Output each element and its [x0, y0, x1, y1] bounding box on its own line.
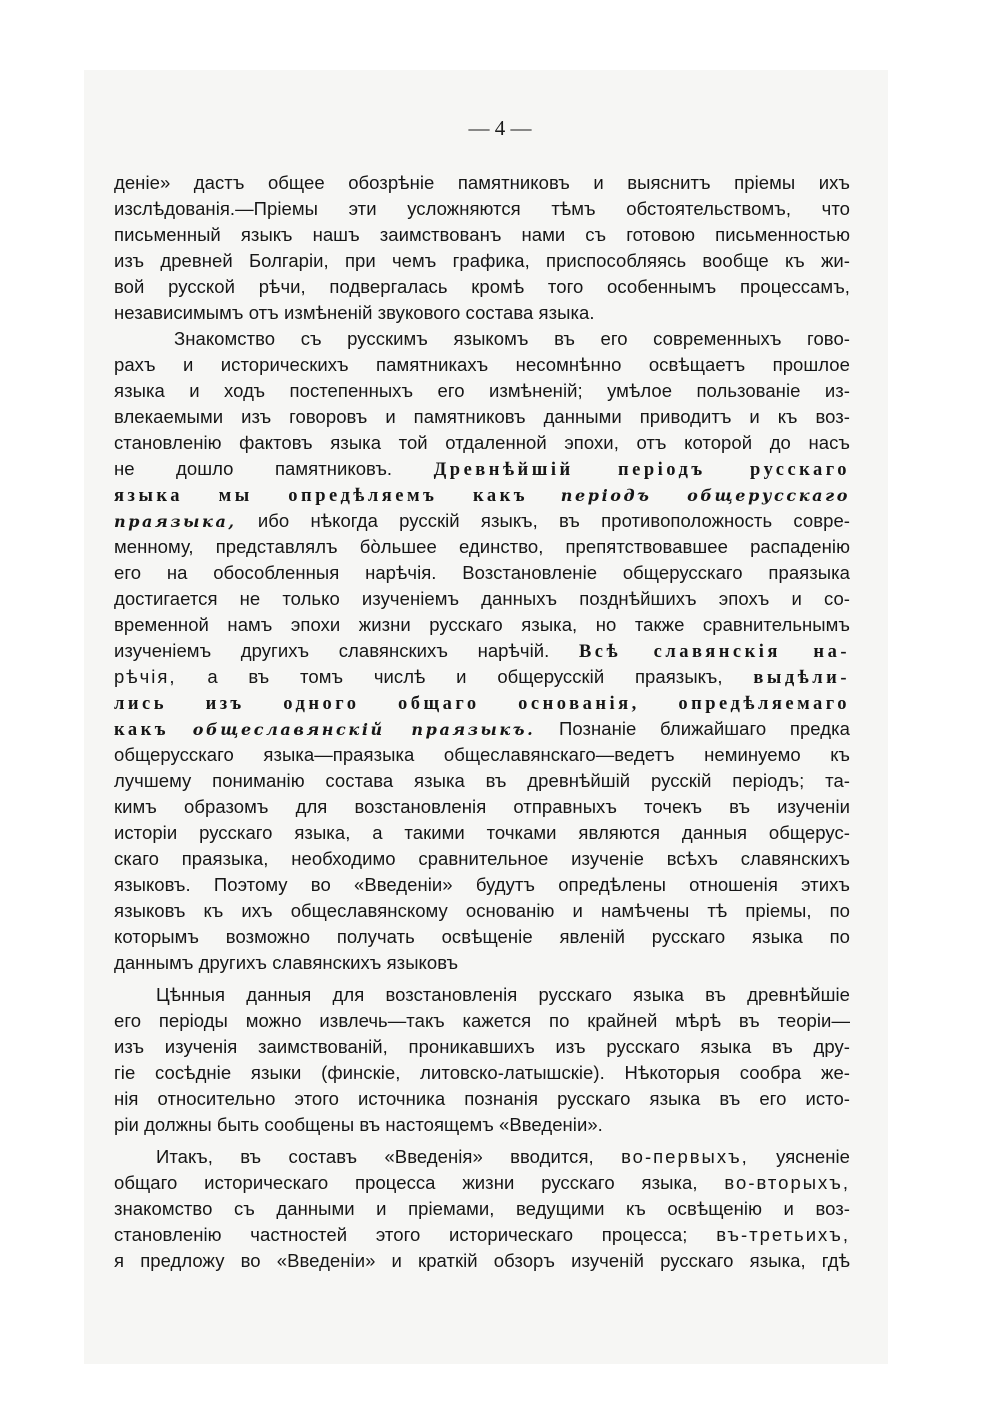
text-line: его періоды можно извлечь—такъ кажется по крайней мѣрѣ въ теоріи—: [114, 1010, 850, 1031]
text-segment: общаго историческаго процесса жизни русскаго языка,: [114, 1172, 698, 1193]
text-line: [114, 664, 850, 690]
text-line: языковъ. Поэтому во «Введеніи» будутъ опредѣлены отношенія этихъ: [114, 874, 850, 895]
spaced-emphasis: выдѣли-: [753, 668, 850, 688]
paragraph-4: [114, 1144, 850, 1274]
text-line: вой русской рѣчи, подвергалась кромѣ того особеннымъ процессамъ,: [114, 276, 850, 297]
text-segment: не дошло памятниковъ.: [114, 458, 393, 479]
text-segment: Итакъ, въ составъ «Введенія» вводится,: [156, 1146, 594, 1167]
text-line: временной намъ эпохи жизни русскаго языка, но также сравнительнымъ: [114, 614, 850, 635]
text-segment: а въ томъ числѣ и общерусскій праязыкъ,: [207, 666, 723, 687]
text-line: [114, 690, 850, 716]
spaced-text: во-первыхъ,: [621, 1146, 749, 1167]
text-segment: Познаніе ближайшаго предка: [558, 718, 850, 739]
text-line: кимъ образомъ для возстановленія отправныхъ точекъ въ изученіи: [114, 796, 850, 817]
spaced-emphasis: языка мы опредѣляемъ какъ: [114, 486, 529, 506]
text-line: гіе сосѣдніе языки (финскіе, литовско-латышскіе). Нѣкоторыя сообра же-: [114, 1062, 850, 1083]
text-line: [114, 1170, 850, 1196]
text-line: [114, 482, 850, 508]
text-line: его на обособленныя нарѣчія. Возстановленіе общерусскаго праязыка: [114, 562, 850, 583]
spaced-emphasis: Древнѣйшій періодъ русскаго: [433, 460, 850, 480]
spaced-text: во-вторыхъ,: [724, 1172, 850, 1193]
text-line: ріи должны быть сообщены въ настоящемъ «Введеніи».: [114, 1114, 603, 1135]
text-line: языковъ къ ихъ общеславянскому основанію и намѣчены тѣ пріемы, по: [114, 900, 850, 921]
text-line: нія относительно этого источника познанія русскаго языка въ его исто-: [114, 1088, 850, 1109]
text-segment: ибо нѣкогда русскій языкъ, въ противоположность совре-: [257, 510, 850, 531]
spaced-emphasis: Всѣ славянскія на-: [578, 642, 850, 662]
spaced-emphasis: какъ: [114, 720, 170, 740]
italic-emphasis: праязыка,: [114, 512, 237, 531]
text-line: исторіи русскаго языка, а такими точками являются данныя общерус-: [114, 822, 850, 843]
text-line: изслѣдованія.—Пріемы эти усложняются тѣмъ обстоятельствомъ, что: [114, 198, 850, 219]
text-line: влекаемыми изъ говоровъ и памятниковъ данными приводитъ и къ воз-: [114, 406, 850, 427]
text-line: рахъ и историческихъ памятникахъ несомнѣнно освѣщаетъ прошлое: [114, 354, 850, 375]
spaced-text: рѣчія,: [114, 666, 177, 687]
text-line: скаго праязыка, необходимо сравнительное изученіе всѣхъ славянскихъ: [114, 848, 850, 869]
text-line: общерусскаго языка—праязыка общеславянскаго—ведетъ неминуемо къ: [114, 744, 850, 765]
text-segment: изученіемъ другихъ славянскихъ нарѣчій.: [114, 640, 550, 661]
text-line: менному, представлялъ бо̀льшее единство, препятствовавшее распаденію: [114, 536, 850, 557]
paragraph-1: [114, 170, 850, 326]
text-line: языка и ходъ постепенныхъ его измѣненій; умѣлое пользованіе из-: [114, 380, 850, 401]
spaced-emphasis: лись изъ одного общаго основанія, опредѣляемаго: [114, 694, 850, 714]
text-segment: становленію частностей этого историческаго процесса;: [114, 1224, 688, 1245]
text-line: изъ древней Болгаріи, при чемъ графика, приспособляясь вообще къ жи-: [114, 250, 850, 271]
text-line: лучшему пониманію состава языка въ древнѣйшій русскій періодъ; та-: [114, 770, 850, 791]
spaced-text: въ-третьихъ,: [716, 1224, 850, 1245]
paragraph-2: [114, 326, 850, 976]
text-line: [114, 1222, 850, 1248]
page-number: — 4 —: [468, 116, 532, 140]
text-line: знакомство съ данными и пріемами, ведущими къ освѣщенію и воз-: [114, 1198, 850, 1219]
text-line: достигается не только изученіемъ данныхъ позднѣйшихъ эпохъ и со-: [114, 588, 850, 609]
text-line: письменный языкъ нашъ заимствованъ нами съ готовою письменностью: [114, 224, 850, 245]
text-line: даннымъ другихъ славянскихъ языковъ: [114, 952, 459, 973]
text-segment: уясненіе: [776, 1146, 850, 1167]
text-line: Цѣнныя данныя для возстановленія русскаго языка въ древнѣйшіе: [156, 984, 850, 1005]
text-line: деніе» дастъ общее обозрѣніе памятниковъ и выяснитъ пріемы ихъ: [114, 172, 850, 193]
text-line: [114, 1144, 850, 1170]
text-line: я предложу во «Введеніи» и краткій обзоръ изученій русскаго языка, гдѣ: [114, 1250, 850, 1271]
text-line: независимымъ отъ измѣненій звукового состава языка.: [114, 302, 595, 323]
text-line: Знакомство съ русскимъ языкомъ въ его современныхъ гово-: [174, 328, 850, 349]
italic-emphasis: періодъ общерусскаго: [560, 486, 850, 505]
text-line: [114, 508, 850, 534]
text-line: которымъ возможно получать освѣщеніе явленій русскаго языка по: [114, 926, 850, 947]
text-line: [114, 638, 850, 664]
body-text: [114, 170, 850, 1274]
text-line: становленію фактовъ языка той отдаленной эпохи, отъ которой до насъ: [114, 432, 850, 453]
text-line: [114, 456, 850, 482]
text-line: [114, 716, 850, 742]
paragraph-3: [114, 982, 850, 1138]
italic-emphasis: общеславянскій праязыкъ.: [192, 720, 536, 739]
text-line: изъ изученія заимствованій, проникавшихъ изъ русскаго языка въ дру-: [114, 1036, 850, 1057]
